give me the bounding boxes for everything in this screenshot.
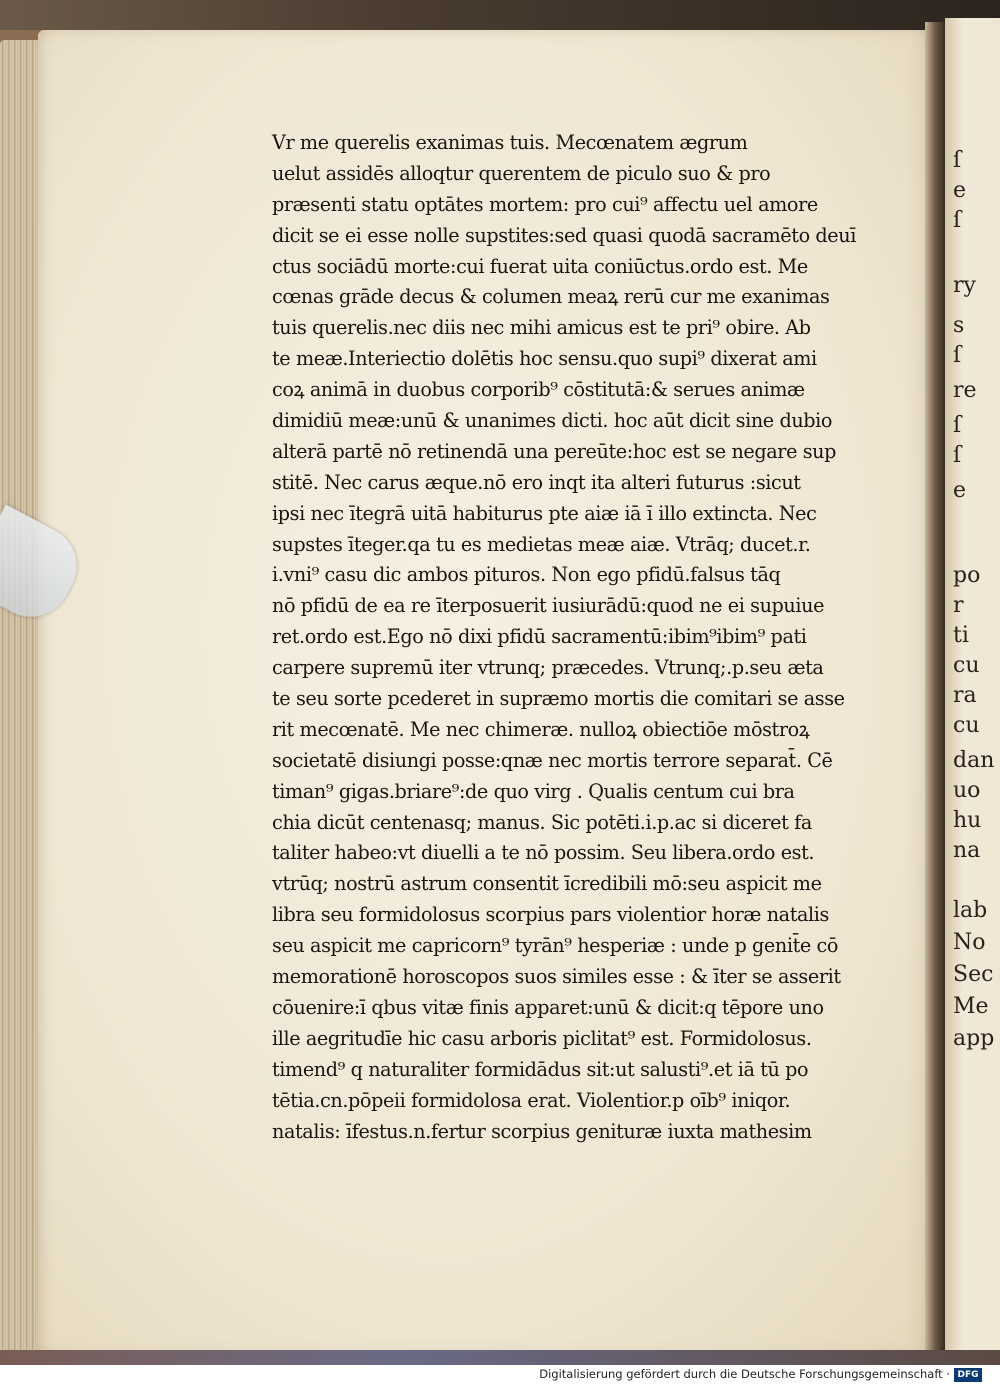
text-line: stitē. Nec carus æque.nō ero inqt ita alteri futurus :sicut xyxy=(272,470,801,494)
facing-page-fragment: ra xyxy=(953,683,977,708)
facing-page xyxy=(945,18,1000,1363)
facing-page-fragment: ſ xyxy=(953,208,962,233)
text-line: timend⁹ q naturaliter formidādus sit:ut salusti⁹.et iā tū po xyxy=(272,1057,809,1081)
facing-page-fragment: Sec xyxy=(953,962,994,987)
text-line: cōuenire:ī qbus vitæ finis apparet:unū & dicit:q tēpore uno xyxy=(272,995,824,1019)
facing-page-fragment: cu xyxy=(953,713,980,738)
text-line: ctus sociādū morte:cui fuerat uita coniūctus.ordo est. Me xyxy=(272,254,808,278)
facing-page-fragment: ry xyxy=(953,273,976,298)
book-gutter xyxy=(925,22,947,1362)
text-line: libra seu formidolosus scorpius pars violentior horæ natalis xyxy=(272,903,829,927)
facing-page-fragment: dan xyxy=(953,748,995,773)
text-line: taliter habeo:vt diuelli a te nō possim. Seu libera.ordo est. xyxy=(272,841,815,865)
text-line: tuis querelis.nec diis nec mihi amicus est te pri⁹ obire. Ab xyxy=(272,316,811,340)
text-line: memorationē horoscopos suos similes esse : & īter se asserit xyxy=(272,965,841,989)
text-line: ipsi nec ītegrā uitā habiturus pte aiæ iā ī illo extincta. Nec xyxy=(272,501,817,525)
text-line: cœnas grāde decus & columen meaꝝ rerū cur me exanimas xyxy=(272,285,830,309)
text-line: nō pfidū de ea re īterposuerit iusiurādū:quod ne ei supuiue xyxy=(272,594,825,618)
facing-page-fragment: s xyxy=(953,313,965,338)
facing-page-fragment: lab xyxy=(953,898,988,923)
facing-page-fragment: e xyxy=(953,478,967,503)
facing-page-fragment: Me xyxy=(953,994,989,1019)
facing-page-fragment: ſ xyxy=(953,148,962,173)
facing-page-fragment: No xyxy=(953,930,986,955)
text-line: i.vni⁹ casu dic ambos pituros. Non ego pfidū.falsus tāq xyxy=(272,563,781,587)
text-line: societatē disiungi posse:qnæ nec mortis terrore separat̄. Cē xyxy=(272,748,833,772)
page-bottom-edge xyxy=(0,1350,1000,1365)
text-line: coꝝ animā in duobus corporib⁹ cōstitutā:& serues animæ xyxy=(272,378,805,402)
facing-page-fragment: app xyxy=(953,1026,995,1051)
facing-page-fragment: re xyxy=(953,378,977,403)
footer-credit: Digitalisierung gefördert durch die Deutsche Forschungsgemeinschaft · xyxy=(539,1367,950,1381)
text-line: rit mecœnatē. Me nec chimeræ. nulloꝝ obiectiōe mōstroꝝ xyxy=(272,717,810,741)
text-line: uelut assidēs alloqtur querentem de piculo suo & pro xyxy=(272,161,771,185)
text-line: chia dicūt centenasq; manus. Sic potēti.i.p.ac si diceret fa xyxy=(272,810,812,834)
facing-page-fragment: ſ xyxy=(953,413,962,438)
facing-page-fragment: ſ xyxy=(953,343,962,368)
facing-page-fragment: r xyxy=(953,593,964,618)
text-line: tētia.cn.pōpeii formidolosa erat. Violentior.p oīb⁹ iniqor. xyxy=(272,1088,791,1112)
text-line: carpere supremū iter vtrunq; præcedes. Vtrunq;.p.seu æta xyxy=(272,656,824,680)
text-line: ret.ordo est.Ego nō dixi pfidū sacramentū:ibim⁹ibim⁹ pati xyxy=(272,625,807,649)
facing-page-fragment: na xyxy=(953,838,981,863)
text-line: dimidiū meæ:unū & unanimes dicti. hoc aūt dicit sine dubio xyxy=(272,409,833,433)
text-line: timan⁹ gigas.briare⁹:de quo virg . Qualis centum cui bra xyxy=(272,779,795,803)
facing-page-fragment: hu xyxy=(953,808,982,833)
facing-page-fragment: cu xyxy=(953,653,980,678)
text-line: vtrūq; nostrū astrum consentit īcredibili mō:seu aspicit me xyxy=(272,872,822,896)
text-line: Vr me querelis exanimas tuis. Mecœnatem ægrum xyxy=(272,131,748,154)
text-line: supstes īteger.qa tu es medietas meæ aiæ. Vtrāq; ducet.r. xyxy=(272,532,811,556)
text-line: natalis: īfestus.n.fertur scorpius genituræ iuxta mathesim xyxy=(272,1119,812,1143)
dfg-logo-icon: DFG xyxy=(954,1368,982,1382)
text-line: seu aspicit me capricorn⁹ tyrān⁹ hesperiæ : unde p genit̄e cō xyxy=(272,934,839,958)
text-line: dicit se ei esse nolle supstites:sed quasi quodā sacramēto deuī xyxy=(272,223,856,247)
facing-page-fragment: po xyxy=(953,563,981,588)
text-line: alterā partē nō retinendā una pereūte:hoc est se negare sup xyxy=(272,439,837,463)
text-line: præsenti statu optātes mortem: pro cui⁹ affectu uel amore xyxy=(272,192,818,216)
main-text-block xyxy=(272,128,856,1147)
facing-page-fragment: uo xyxy=(953,778,981,803)
text-line: ille aegritudīe hic casu arboris piclitat⁹ est. Formidolosus. xyxy=(272,1026,812,1050)
facing-page-fragment: ſ xyxy=(953,443,962,468)
facing-page-fragment: e xyxy=(953,178,967,203)
text-line: te meæ.Interiectio dolētis hoc sensu.quo supi⁹ dixerat ami xyxy=(272,347,817,371)
footer-bar xyxy=(0,1365,1000,1385)
facing-page-fragment: ti xyxy=(953,623,969,648)
text-line: te seu sorte pcederet in supræmo mortis die comitari se asse xyxy=(272,687,845,711)
